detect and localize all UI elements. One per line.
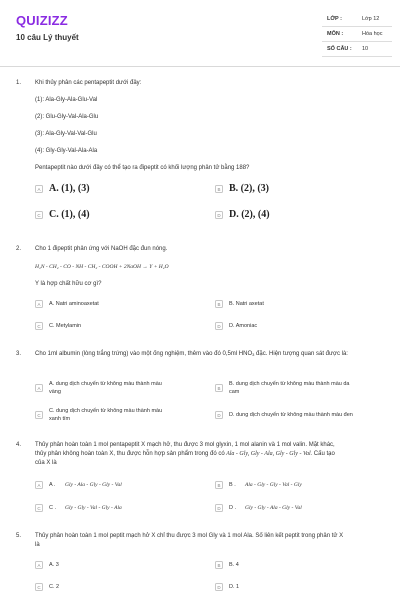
question-text: Pentapeptit nào dưới đây có thể tạo ra đipeptit có khối lượng phân tử bằng 188?: [35, 165, 250, 171]
option-prefix: A .: [49, 482, 56, 488]
question-text: Y là hợp chất hữu cơ gì?: [35, 281, 102, 287]
prompt-text: Cho 1ml albumin (lòng trắng trứng) vào một ống nghiệm, thêm vào đó 0,5ml HNO: [35, 351, 253, 357]
header: [0, 0, 400, 66]
option-letter-box: B: [215, 481, 223, 489]
question-number: 2.: [16, 246, 22, 252]
option-d[interactable]: [215, 322, 257, 330]
option-a[interactable]: [35, 561, 59, 569]
option-a[interactable]: [35, 300, 99, 308]
option-text: B. Natri axetat: [229, 301, 264, 307]
peptide-line: (2): Glu-Gly-Val-Ala-Glu: [35, 114, 99, 120]
prompt-text: Cấu tạo: [312, 451, 335, 457]
quizizz-logo: QUIZIZZ: [16, 13, 68, 28]
option-text: A. 3: [49, 562, 59, 568]
header-divider: [0, 66, 400, 67]
option-letter-box: B: [215, 561, 223, 569]
option-letter-box: D: [215, 583, 223, 591]
option-d[interactable]: [215, 211, 270, 219]
question-prompt: [35, 350, 390, 359]
option-text: A. Natri aminoaxetat: [49, 301, 99, 307]
option-letter-box: B: [215, 185, 223, 193]
prompt-text: Thủy phân hoàn toàn 1 mol pentapeptit X mạch hở, thu được 3 mol glyxin, 1 mol alanin và 1 mol valin. Mặt khác,: [35, 442, 335, 448]
option-text: B. 4: [229, 562, 239, 568]
option-d[interactable]: [215, 504, 302, 512]
option-letter-box: A: [35, 185, 43, 193]
peptide-line: (4): Gly-Gly-Val-Ala-Ala: [35, 148, 98, 154]
grade-label: LỚP :: [327, 16, 342, 22]
prompt-text: Thủy phân hoàn toàn 1 mol peptit mạch hở X chỉ thu được 3 mol Gly và 1 mol Ala. Số liên kết peptit trong phân tử X: [35, 533, 344, 539]
option-prefix: B .: [229, 482, 236, 488]
meta-divider: [322, 56, 392, 57]
option-a[interactable]: [35, 185, 90, 193]
option-c[interactable]: [35, 583, 59, 591]
option-text: D. Amoniac: [229, 323, 258, 329]
document-title: 10 câu Lý thuyết: [16, 33, 79, 42]
option-prefix: D .: [229, 505, 237, 511]
question-number: 4.: [16, 442, 22, 448]
peptide-line: (1): Ala-Gly-Ala-Glu-Val: [35, 97, 98, 103]
reaction-formula: H₂N - CH₂ - CO - NH - CH₂ - COOH + 2NaOH → Y + H₂O: [35, 264, 169, 270]
option-b[interactable]: [215, 481, 302, 489]
option-letter-box: C: [35, 411, 43, 419]
prompt-text: thủy phân không hoàn toàn X, thu được hỗn hợp sản phẩm trong đó có: [35, 451, 225, 457]
option-letter-box: C: [35, 504, 43, 512]
prompt-math: Ala - Gly, Gly - Ala, Gly - Gly - Val.: [224, 451, 313, 457]
count-label: SỐ CÂU :: [327, 46, 352, 52]
option-text: D. 1: [229, 584, 240, 590]
option-b[interactable]: [215, 300, 264, 308]
option-c[interactable]: [35, 322, 81, 330]
meta-divider: [322, 26, 392, 27]
option-text: A. (1), (3): [49, 183, 90, 194]
option-letter-box: B: [215, 300, 223, 308]
option-text: A. dung dịch chuyển từ không màu thành màu vàng: [49, 381, 162, 395]
option-text: D. (2), (4): [229, 209, 270, 220]
option-letter-box: B: [215, 384, 223, 392]
option-b[interactable]: [215, 561, 239, 569]
option-d[interactable]: [215, 583, 239, 591]
option-d[interactable]: [215, 411, 353, 419]
meta-divider: [322, 41, 392, 42]
option-text: Ala - Gly - Gly - Val - Gly: [245, 482, 302, 488]
subject-label: MÔN :: [327, 31, 344, 37]
count-value: 10: [362, 46, 369, 52]
grade-value: Lớp 12: [362, 16, 380, 22]
option-letter-box: C: [35, 211, 43, 219]
option-letter-box: A: [35, 300, 43, 308]
prompt-text: đặc. Hiện tượng quan sát được là:: [254, 351, 348, 357]
option-text: Gly - Gly - Ala - Gly - Val: [245, 505, 302, 511]
option-b[interactable]: [215, 380, 349, 396]
option-text: C. 2: [49, 584, 60, 590]
option-letter-box: D: [215, 411, 223, 419]
option-text: D. dung dịch chuyển từ không màu thành màu đen: [229, 412, 353, 418]
subject-value: Hóa học: [362, 31, 383, 37]
peptide-line: (3): Ala-Gly-Val-Val-Glu: [35, 131, 97, 137]
question-prompt: [35, 441, 390, 468]
option-letter-box: A: [35, 481, 43, 489]
question-prompt: Cho 1 đipeptit phản ứng với NaOH đặc đun nóng.: [35, 246, 168, 252]
question-number: 5.: [16, 533, 22, 539]
question-prompt: [35, 532, 390, 550]
question-prompt: Khi thủy phân các pentapeptit dưới đây:: [35, 80, 142, 86]
option-text: B. dung dịch chuyển từ không màu thành màu da cam: [229, 381, 350, 395]
prompt-text: là: [35, 542, 40, 548]
option-c[interactable]: [35, 407, 162, 423]
option-letter-box: D: [215, 504, 223, 512]
option-text: C. Metylamin: [49, 323, 82, 329]
option-prefix: C .: [49, 505, 57, 511]
option-a[interactable]: [35, 481, 122, 489]
option-a[interactable]: [35, 380, 162, 396]
option-letter-box: A: [35, 561, 43, 569]
question-number: 3.: [16, 351, 22, 357]
option-text: C. (1), (4): [49, 209, 90, 220]
option-text: Gly - Gly - Val - Gly - Ala: [65, 505, 122, 511]
option-b[interactable]: [215, 185, 269, 193]
option-letter-box: C: [35, 322, 43, 330]
option-c[interactable]: [35, 211, 90, 219]
option-letter-box: C: [35, 583, 43, 591]
option-letter-box: A: [35, 384, 43, 392]
option-text: C. dung dịch chuyển từ không màu thành màu xanh tím: [49, 408, 163, 422]
question-number: 1.: [16, 80, 22, 86]
option-text: Gly - Ala - Gly - Gly - Val: [65, 482, 122, 488]
prompt-text: của X là: [35, 460, 57, 466]
subscript: 3: [252, 352, 255, 357]
option-letter-box: D: [215, 211, 223, 219]
option-letter-box: D: [215, 322, 223, 330]
option-text: B. (2), (3): [229, 183, 269, 194]
option-c[interactable]: [35, 504, 122, 512]
